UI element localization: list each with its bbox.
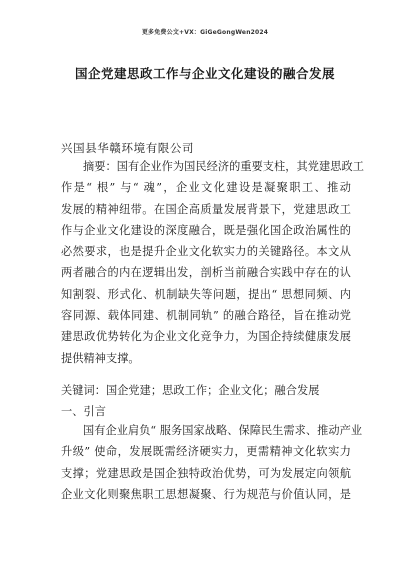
abstract-line: 必然要求，也是提升企业文化软实力的关键路径。本文从	[61, 245, 351, 259]
abstract-line: 发展的精神纽带。在国企高质量发展背景下，党建思政工	[61, 202, 351, 216]
abstract-paragraph	[61, 156, 364, 369]
abstract-line: 容同源、载体同建、机制同轨” 的融合路径，旨在推动党	[61, 309, 351, 323]
document-title: 国企党建思政工作与企业文化建设的融合发展	[74, 66, 335, 81]
abstract-line: 知割裂、形式化、机制缺失等问题，提出“ 思想同频、内	[61, 287, 351, 301]
abstract-line: 作与企业文化建设的深度融合，既是强化国企政治属性的	[61, 223, 351, 237]
intro-line: 企业文化则聚焦职工思想凝聚、行为规范与价值认同，是	[61, 487, 351, 501]
keywords-line: 关键词：国企党建；思政工作；企业文化；融合发展	[61, 384, 320, 397]
abstract-line: 建思政优势转化为企业文化竞争力，为国企持续健康发展	[61, 330, 351, 344]
intro-paragraph	[61, 420, 363, 505]
abstract-line: 两者融合的内在逻辑出发，剖析当前融合实践中存在的认	[61, 266, 351, 280]
intro-line: 升级” 使命，发展既需经济硬实力，更需精神文化软实力	[61, 445, 351, 459]
intro-line: 支撑；党建思政是国企独特政治优势，可为发展定向领航	[61, 466, 351, 480]
abstract-line: 作是“ 根” 与“ 魂”，企业文化建设是凝聚职工、推动	[61, 181, 351, 195]
keywords-block	[61, 380, 351, 423]
header-note: 更多免费公文+VX：GiGeGongWen2024	[141, 29, 269, 36]
section-heading: 一、引言	[61, 405, 106, 419]
abstract-line: 提供精神支撑。	[61, 351, 140, 365]
company-name: 兴国县华赣环境有限公司	[61, 141, 195, 155]
abstract-line: 摘要：国有企业作为国民经济的重要支柱，其党建思政工	[83, 160, 364, 173]
intro-line: 国有企业肩负“ 服务国家战略、保障民生需求、推动产业	[83, 424, 363, 437]
